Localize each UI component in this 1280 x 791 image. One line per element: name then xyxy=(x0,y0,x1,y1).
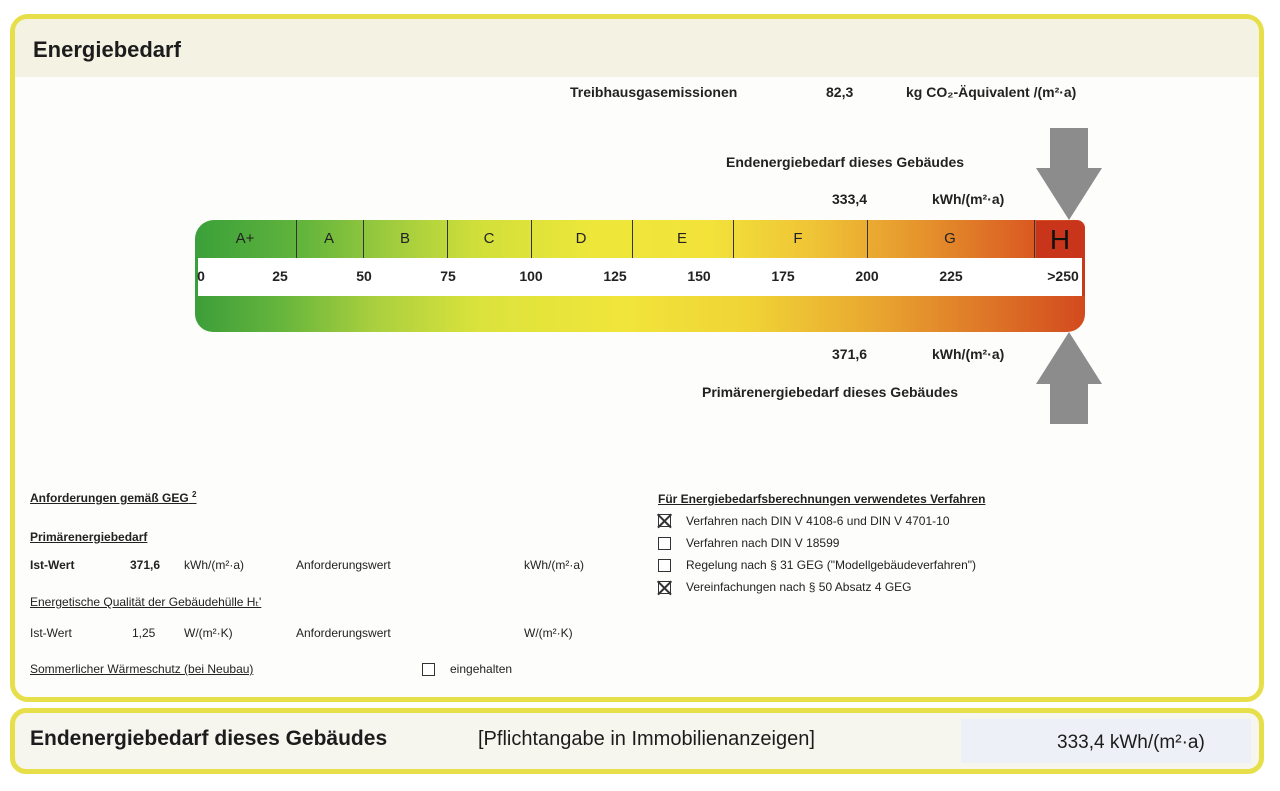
class-label-b: B xyxy=(399,230,411,247)
ist-value: 371,6 xyxy=(130,558,161,572)
tick-label: 0 xyxy=(197,268,205,284)
summer-protection-heading: Sommerlicher Wärmeschutz (bei Neubau) xyxy=(30,662,254,676)
summer-protection-checkbox[interactable] xyxy=(422,663,435,676)
class-label-a-plus: A+ xyxy=(235,230,255,247)
primary-energy-unit: kWh/(m²·a) xyxy=(932,346,1005,362)
tick-label: 150 xyxy=(687,268,711,284)
tick-label: 175 xyxy=(771,268,795,284)
tick-label: 50 xyxy=(356,268,372,284)
env-anf-label: Anforderungswert xyxy=(296,626,391,640)
class-label-c: C xyxy=(483,230,495,247)
procedure-checkbox-simplifications[interactable] xyxy=(658,581,671,594)
class-label-d: D xyxy=(575,230,587,247)
class-divider xyxy=(363,220,364,258)
summer-protection-option: eingehalten xyxy=(450,662,513,676)
tick-label: >250 xyxy=(1047,268,1079,284)
envelope-heading: Energetische Qualität der Gebäudehülle Hₜ' xyxy=(30,595,262,609)
footer-note: [Pflichtangabe in Immobilienanzeigen] xyxy=(478,728,815,750)
tick-label: 125 xyxy=(603,268,627,284)
footer-title: Endenergiebedarf dieses Gebäudes xyxy=(30,727,388,750)
env-ist-unit: W/(m²·K) xyxy=(184,626,233,640)
procedure-checkbox-model-building[interactable] xyxy=(658,559,671,572)
procedure-label: Vereinfachungen nach § 50 Absatz 4 GEG xyxy=(686,580,912,594)
emissions-label: Treibhausgasemissionen xyxy=(570,84,738,100)
class-label-g: G xyxy=(944,230,956,247)
anf-unit: kWh/(m²·a) xyxy=(524,558,584,572)
class-divider xyxy=(531,220,532,258)
end-energy-arrow-icon xyxy=(1036,128,1102,220)
requirements-heading-text: Anforderungen gemäß GEG xyxy=(30,491,189,505)
env-ist-label: Ist-Wert xyxy=(30,626,72,640)
procedures-heading: Für Energiebedarfsberechnungen verwendetes Verfahren xyxy=(658,492,986,506)
tick-label: 200 xyxy=(855,268,879,284)
class-divider xyxy=(867,220,868,258)
class-label-f: F xyxy=(793,230,803,247)
end-energy-unit: kWh/(m²·a) xyxy=(932,191,1005,207)
procedure-checkbox-din-4108[interactable] xyxy=(658,514,671,527)
primary-demand-heading: Primärenergiebedarf xyxy=(30,530,148,544)
requirements-footnote: 2 xyxy=(192,490,197,499)
procedure-label: Verfahren nach DIN V 18599 xyxy=(686,536,840,550)
tick-label: 75 xyxy=(440,268,456,284)
panel-title: Energiebedarf xyxy=(33,37,181,62)
procedure-label: Regelung nach § 31 GEG ("Modellgebäudeverfahren") xyxy=(686,558,977,572)
requirements-heading xyxy=(30,490,196,505)
primary-energy-label: Primärenergiebedarf dieses Gebäudes xyxy=(702,384,958,400)
class-divider xyxy=(447,220,448,258)
energy-gradient-bar xyxy=(195,296,1085,332)
class-label-a: A xyxy=(323,230,335,247)
class-divider xyxy=(1034,220,1035,258)
env-ist-value: 1,25 xyxy=(132,626,156,640)
class-label-e: E xyxy=(676,230,688,247)
tick-label: 225 xyxy=(939,268,963,284)
end-energy-value: 333,4 xyxy=(832,191,868,207)
anf-label: Anforderungswert xyxy=(296,558,391,572)
emissions-value: 82,3 xyxy=(826,84,854,100)
class-divider xyxy=(296,220,297,258)
tick-label: 25 xyxy=(272,268,288,284)
primary-energy-arrow-icon xyxy=(1036,332,1102,424)
ist-unit: kWh/(m²·a) xyxy=(184,558,244,572)
class-label-h: H xyxy=(1036,221,1084,258)
emissions-unit: kg CO₂-Äquivalent /(m²·a) xyxy=(906,84,1077,100)
procedure-label: Verfahren nach DIN V 4108-6 und DIN V 4701-10 xyxy=(686,514,950,528)
env-anf-unit: W/(m²·K) xyxy=(524,626,573,640)
procedure-checkbox-din-18599[interactable] xyxy=(658,537,671,550)
panel-header xyxy=(15,19,1259,77)
class-divider xyxy=(733,220,734,258)
class-divider xyxy=(632,220,633,258)
tick-label: 100 xyxy=(519,268,543,284)
ist-label: Ist-Wert xyxy=(30,558,75,572)
footer-value: 333,4 kWh/(m²·a) xyxy=(1057,732,1205,753)
end-energy-label: Endenergiebedarf dieses Gebäudes xyxy=(726,154,965,170)
primary-energy-value: 371,6 xyxy=(832,346,868,362)
